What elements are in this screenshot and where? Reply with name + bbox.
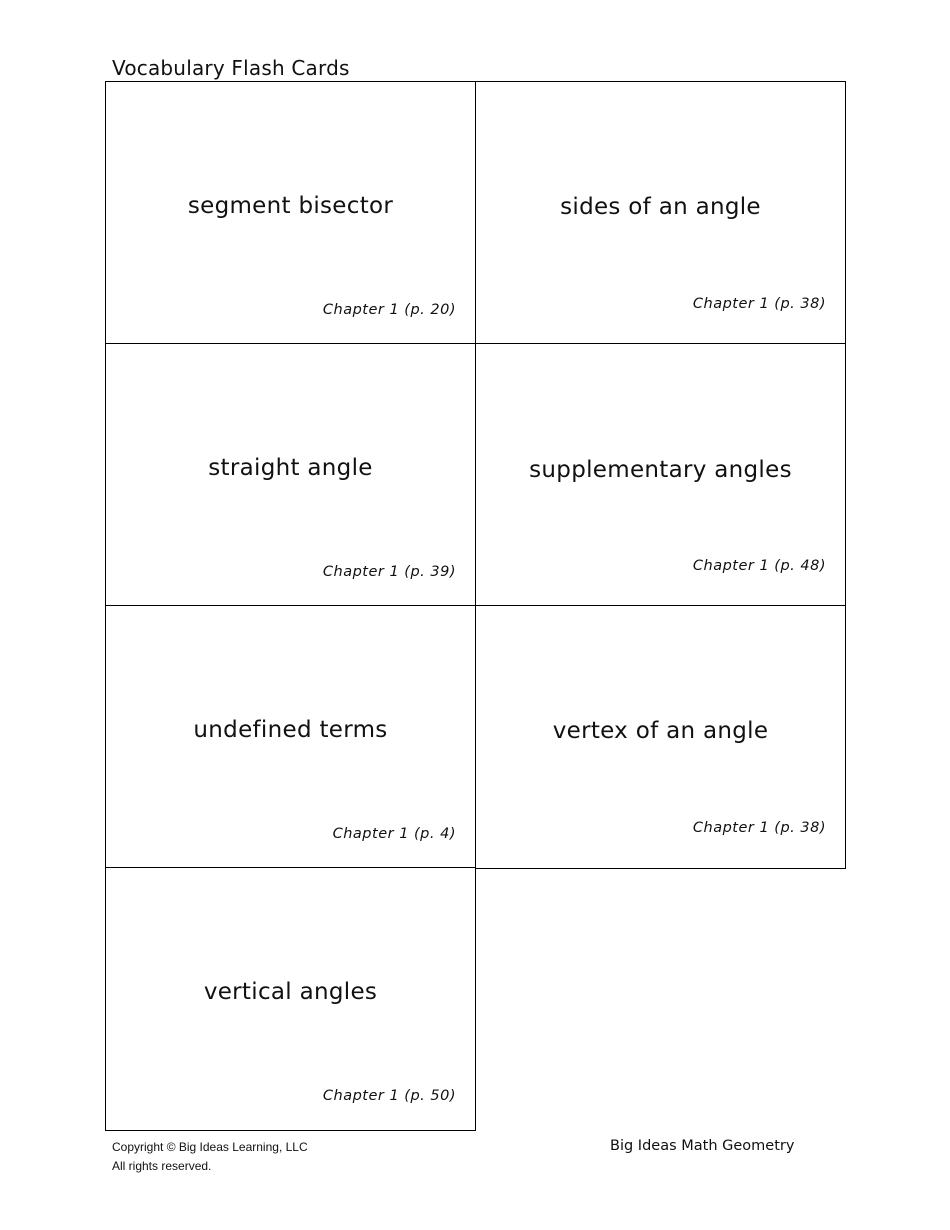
flash-card-supplementary-angles <box>475 343 846 607</box>
card-term: segment bisector <box>187 193 394 219</box>
card-reference: Chapter 1 (p. 38) <box>692 296 826 312</box>
page-title: Vocabulary Flash Cards <box>112 56 350 80</box>
card-term: vertical angles <box>203 979 378 1005</box>
copyright-notice <box>112 1138 308 1176</box>
card-reference: Chapter 1 (p. 38) <box>692 820 826 836</box>
flash-card-segment-bisector <box>105 81 476 345</box>
card-term: sides of an angle <box>560 194 761 220</box>
card-reference: Chapter 1 (p. 48) <box>692 558 826 574</box>
rights-line: All rights reserved. <box>112 1159 212 1173</box>
flash-card-undefined-terms <box>105 605 476 869</box>
card-reference: Chapter 1 (p. 50) <box>322 1088 456 1104</box>
book-title: Big Ideas Math Geometry <box>610 1138 795 1154</box>
card-reference: Chapter 1 (p. 20) <box>322 302 456 318</box>
flash-card-vertex-of-an-angle <box>475 605 846 869</box>
card-term: undefined terms <box>193 717 388 743</box>
flash-card-sides-of-an-angle <box>475 81 846 345</box>
card-term: supplementary angles <box>529 457 792 483</box>
flash-card-straight-angle <box>105 343 476 607</box>
card-term: straight angle <box>208 455 373 481</box>
card-term: vertex of an angle <box>552 718 769 744</box>
card-reference: Chapter 1 (p. 39) <box>322 564 456 580</box>
copyright-line: Copyright © Big Ideas Learning, LLC <box>112 1140 308 1154</box>
flash-card-vertical-angles <box>105 867 476 1131</box>
card-reference: Chapter 1 (p. 4) <box>332 826 456 842</box>
